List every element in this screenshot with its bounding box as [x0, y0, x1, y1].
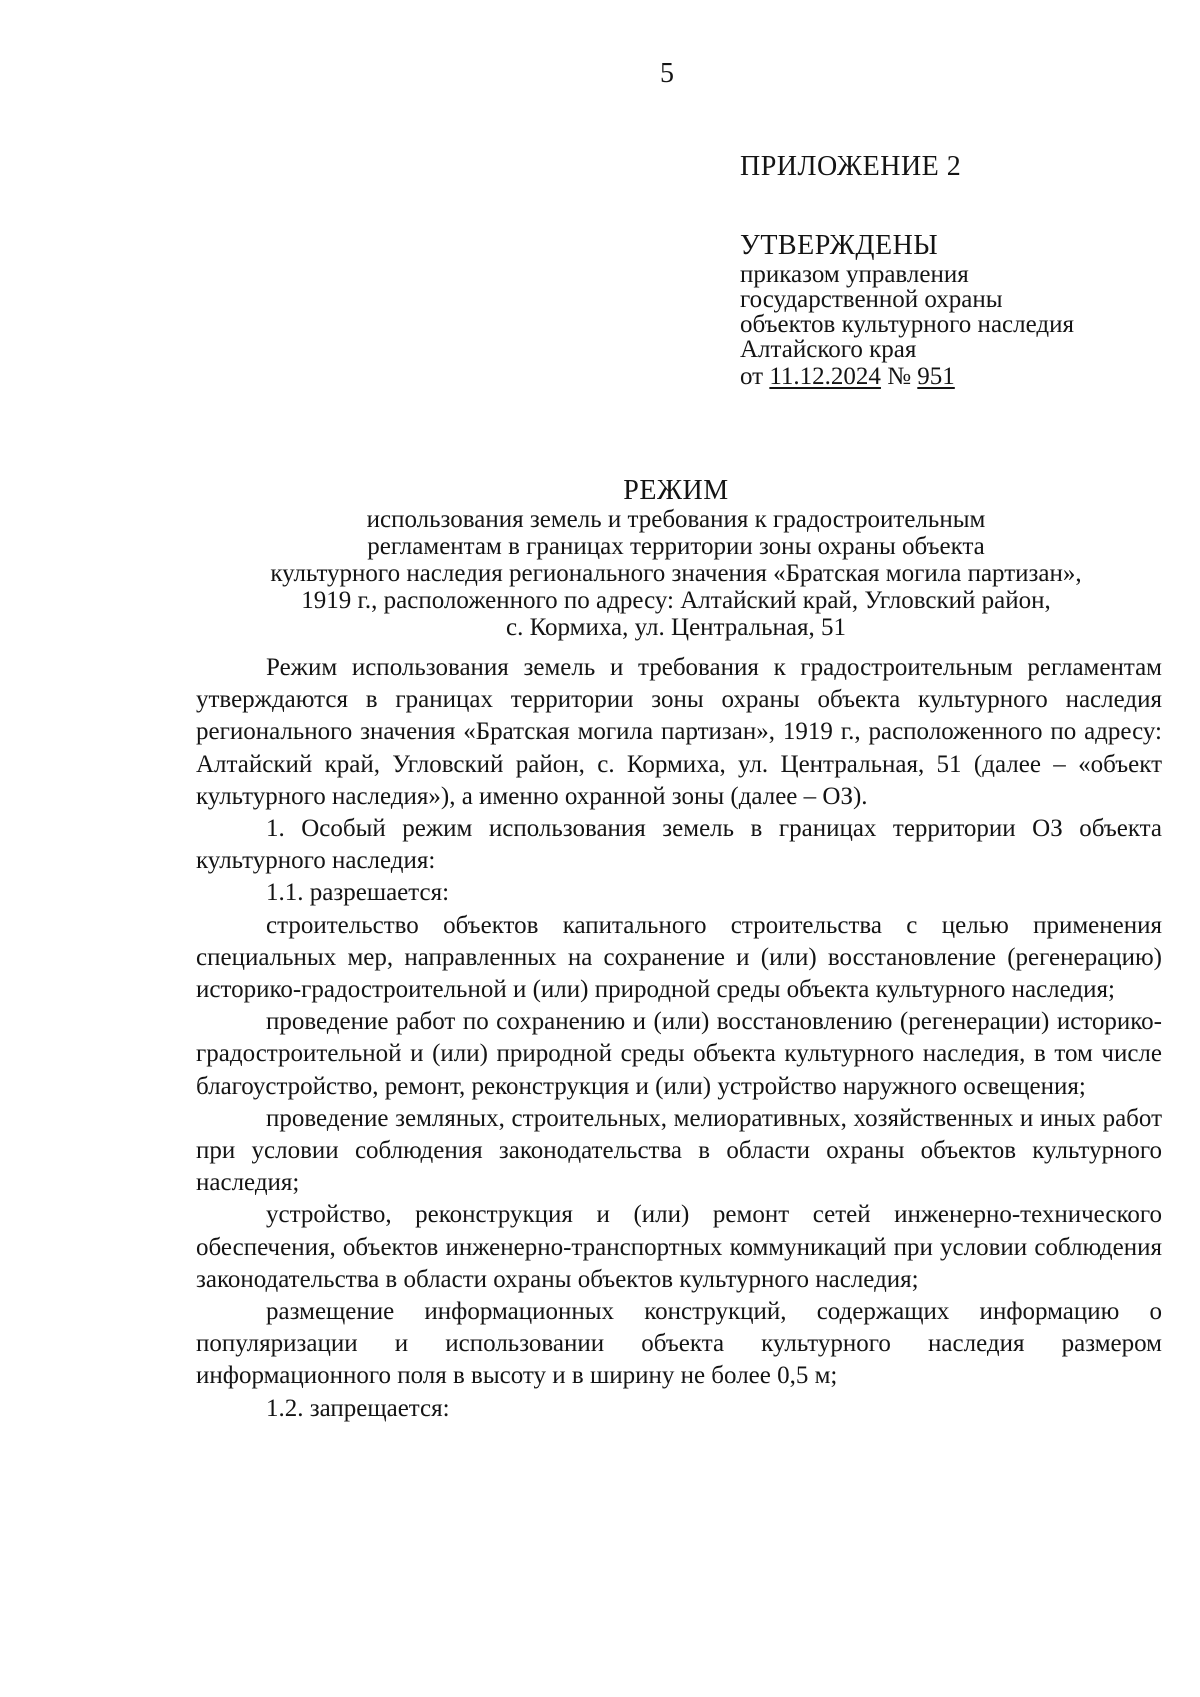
document-subtitle-line: культурного наследия регионального значения «Братская могила партизан», [270, 560, 1082, 587]
body-paragraph: 1. Особый режим использования земель в границах территории ОЗ объекта культурного наследия: [196, 815, 1162, 875]
document-subtitle-line: 1919 г., расположенного по адресу: Алтайский край, Угловский район, [301, 587, 1051, 614]
body-paragraph: устройство, реконструкция и (или) ремонт сетей инженерно-технического обеспечения, объектов инженерно-транспортных коммуникаций при условии соблюдения законодательства в области охраны объектов культурного наследия; [196, 1201, 1162, 1293]
document-title: РЕЖИМ [623, 475, 729, 506]
appendix-title: ПРИЛОЖЕНИЕ 2 [740, 151, 962, 182]
document-subtitle-line: с. Кормиха, ул. Центральная, 51 [506, 614, 846, 641]
approval-date: 11.12.2024 [769, 363, 881, 390]
number-sign: № [880, 363, 918, 390]
body-paragraph: строительство объектов капитального строительства с целью применения специальных мер, направленных на сохранение и (или) восстановление (регенерацию) историко-градостроительной и (или) природной среды объекта культурного наследия; [196, 911, 1162, 1004]
approval-line: государственной охраны [740, 286, 1003, 313]
approval-line: объектов культурного наследия [740, 311, 1074, 338]
body-paragraph: проведение работ по сохранению и (или) восстановлению (регенерации) историко-градостроительной и (или) природной среды объекта культурного наследия, в том числе благоустройство, ремонт, реконструкция и (или) устройство наружного освещения; [196, 1008, 1162, 1100]
approval-block [740, 150, 1170, 392]
document-title-block [196, 476, 1156, 641]
approval-date-line [740, 362, 1170, 392]
body-paragraph: 1.2. запрещается: [266, 1394, 450, 1422]
approved-title: УТВЕРЖДЕНЫ [740, 230, 939, 261]
body-paragraph: проведение земляных, строительных, мелиоративных, хозяйственных и иных работ при условии соблюдения законодательства в области охраны объектов культурного наследия; [196, 1104, 1162, 1197]
body-paragraph: Режим использования земель и требования к градостроительным регламентам утверждаются в границах территории зоны охраны объекта культурного наследия регионального значения «Братская могила партизан», 1919 г., расположенного по адресу: Алтайский край, Угловский район, с. Кормиха, ул. Центральная, 51 (далее – «объект культурного наследия»), а именно охранной зоны (далее – ОЗ). [196, 654, 1162, 810]
body-paragraph: 1.1. разрешается: [266, 879, 450, 907]
document-subtitle-line: регламентам в границах территории зоны охраны объекта [367, 533, 985, 560]
body-paragraph: размещение информационных конструкций, содержащих информацию о популяризации и использовании объекта культурного наследия размером информационного поля в высоту и в ширину не более 0,5 м; [196, 1298, 1162, 1390]
date-prefix: от [740, 363, 770, 390]
approval-number: 951 [917, 363, 955, 390]
document-body [196, 652, 1162, 1425]
approval-line: Алтайского края [740, 336, 917, 363]
document-subtitle-line: использования земель и требования к градостроительным [366, 506, 986, 533]
page-number: 5 [660, 58, 674, 89]
approval-line: приказом управления [740, 261, 969, 288]
